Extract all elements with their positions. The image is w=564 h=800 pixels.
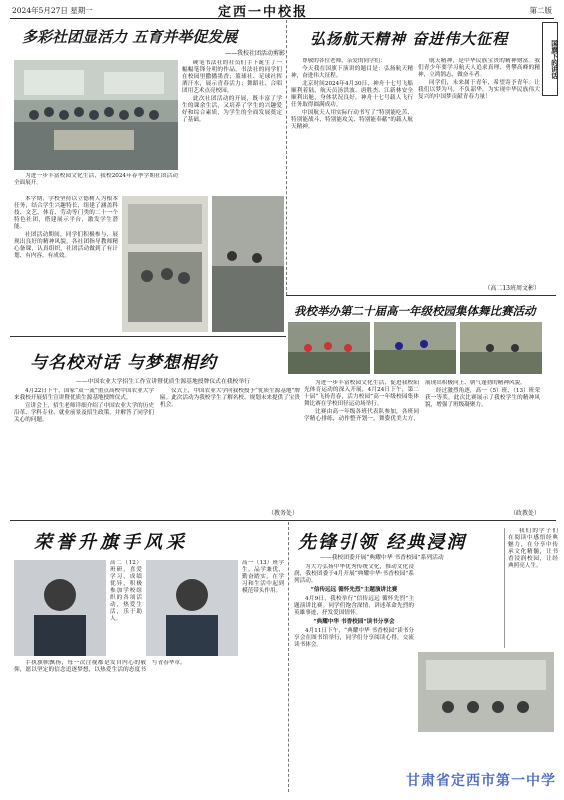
paragraph: 4月9日，我校举行“信传远远 循怀先烈”主题演讲比赛。同学们饱含深情，讲述革命先烈的英雄事迹，抒发爱国情怀。 <box>294 596 414 616</box>
column-divider <box>286 20 287 295</box>
article-aerospace-col2 <box>418 58 540 280</box>
school-watermark: 甘肃省定西市第一中学 <box>406 773 556 789</box>
societies-activity-photo <box>122 196 208 332</box>
article-reading-col1 <box>294 564 414 764</box>
article-societies-intro-text: 为进一步丰富校园文化生活，我校2024年春季学期社团活动全面展开。 <box>14 173 178 186</box>
paragraph: 航天精神，是中华民族宝贵的精神财富。我们青少年要学习航天人追求真理、勇攀高峰的精神，立鸿鹄志，做奋斗者。 <box>418 58 540 78</box>
paragraph: 为大力弘扬中华优秀传统文化，推动文化浸润，我校团委于4月开展“典耀中华·书香校园”系列活动。 <box>294 564 414 584</box>
dance-competition-photo-3 <box>460 322 542 374</box>
paragraph: 4月22日下午，国家“双一流”重点高校中国农业大学来我校开展招生宣讲暨优质生源基地授牌仪式。 <box>14 388 154 401</box>
paragraph: 宣讲会上，招生老师详细介绍了中国农业大学的历史沿革、学科专业、就业前景及招生政策，并解答了同学们关心的问题。 <box>14 403 154 423</box>
flagbearer-1-text <box>110 560 142 656</box>
paragraph: 比赛由高一年级各班代表队参加，各班同学精心排练，动作整齐划一，舞姿优美大方，展现出积极向上、朝气蓬勃的精神风貌。 <box>304 380 526 422</box>
flagbearer-photo-1 <box>14 560 106 656</box>
paragraph: 同学们，未来属于青年，希望寄予青年。让我们以梦为马，不负韶华，为实现中华民族伟大复兴的中国梦贡献青春力量！ <box>418 80 540 100</box>
article-reading-byline: ——我校团委开展“典耀中华 书香校园”系列活动 <box>320 555 444 561</box>
paragraph: 我们的学子们在阅读中感悟经典魅力，在分享中传承文化精髓，让书香浸润校园，让经典照亮人生。 <box>508 528 558 569</box>
article-societies-body-right <box>182 60 282 150</box>
newspaper-title: 定西一中校报 <box>218 5 309 20</box>
flagbearer-2-text <box>242 560 284 656</box>
article-university-byline: ——中国农业大学招生工作宣讲暨优质生源基地授牌仪式在我校举行 <box>76 379 250 385</box>
reading-event-photo <box>418 652 554 732</box>
speech-sidebar-label: 国旗下的讲话 <box>542 22 558 96</box>
article-societies-body-left <box>14 196 118 332</box>
article-societies-intro <box>14 173 178 195</box>
dance-competition-photo-1 <box>288 322 370 374</box>
paragraph: 中国航天人用实际行动书写了“特别能吃苦、特别能战斗、特别能攻关、特别能奉献”的载人航天精神。 <box>291 110 413 130</box>
paragraph: 本学期，学校坚持以立德树人为根本任务，结合学生兴趣特长，组建了涵盖科技、文艺、体育、劳动等门类的二十一个特色社团，搭建展示平台，激发学生潜能。 <box>14 196 118 230</box>
issue-date: 2024年5月27日 星期一 <box>12 6 93 15</box>
paragraph: 4月11日下午，“典耀中华 书香校园”读书分享会在图书馆举行，同学们分享阅读心得，交流读书体会。 <box>294 628 414 648</box>
paragraph: 高一（13）班学生，品学兼优，勤奋踏实，在学习和生活中起到模范带头作用。 <box>242 560 284 594</box>
section-rule <box>286 295 556 296</box>
societies-sports-photo <box>212 196 284 332</box>
societies-group-photo <box>14 60 178 170</box>
section-rule <box>10 336 286 337</box>
paragraph: 社团活动期间，同学们积极参与，展现出良好的精神风貌。各社团指导教师精心备课，认真组织，社团活动做到了有计划、有内容、有成效。 <box>14 232 118 259</box>
article-dance-body <box>304 380 540 508</box>
column-divider <box>288 522 289 792</box>
article-aerospace-col1 <box>291 58 413 288</box>
paragraph: 尊敬的各位老师，亲爱的同学们： <box>302 58 386 64</box>
article-university-col2 <box>160 388 300 508</box>
article-societies-byline: ——我校社团活动剪影 <box>224 50 285 57</box>
article-university-source: （教务处） <box>267 510 298 517</box>
paragraph: 北京时间2024年4月30日，神舟十七号飞船顺利着陆，航天员汤洪波、唐胜杰、江新林安全顺利出舱，身体状况良好，神舟十七号载人飞行任务取得圆满成功。 <box>291 81 413 108</box>
article-reading-headline: 先锋引领 经典浸润 <box>298 532 467 553</box>
paragraph: 今天我在国旗下演讲的题目是：弘扬航天精神，奋进伟大征程。 <box>291 66 413 79</box>
paragraph: 硬笔书法社的社员们手下诞生了一幅幅笔锋分明的作品，书法社的同学们在校园里撒播墨香；篮球社、足球社挥洒汗水，展示青春活力；舞蹈社、合唱团用艺术点亮校园。 <box>182 60 282 94</box>
article-aerospace-author: （高二13班周文彬） <box>484 285 540 292</box>
subheading-speech-contest: “信传远远 循怀先烈”主题演讲比赛 <box>310 587 398 593</box>
masthead <box>10 2 554 19</box>
section-rule <box>10 520 556 521</box>
paragraph: 经过激烈角逐，高一（5）班、（13）班荣获一等奖。此次比赛展示了我校学生的精神风貌，增强了班级凝聚力。 <box>425 388 540 408</box>
edition-label: 第二版 <box>529 6 552 15</box>
article-aerospace-headline: 弘扬航天精神 奋进伟大征程 <box>310 30 509 48</box>
article-dance-headline: 我校举办第二十届高一年级校园集体舞比赛活动 <box>294 304 536 318</box>
article-flagbearers-headline: 荣誉升旗手风采 <box>34 532 188 553</box>
paragraph: 为进一步丰富校园文化生活，促进我校阳光体育运动的深入开展，4月24日下午，第二十届“飞扬青春，活力校园”高一年级校园集体舞比赛在学校田径运动场举行。 <box>304 380 419 407</box>
paragraph: 手执旗帜飘扬，每一次注视都是发自内心的敬仰，愿以坚定的信念追逐梦想，以热爱生活的态度书写青春华章。 <box>14 660 186 673</box>
article-university-col1 <box>14 388 154 516</box>
article-university-headline: 与名校对话 与梦想相约 <box>30 353 217 373</box>
article-societies-headline: 多彩社团显活力 五育并举促发展 <box>22 28 238 46</box>
dance-competition-photo-2 <box>374 322 456 374</box>
paragraph: 此次社团活动的开展，既丰富了学生的课余生活，又培养了学生的兴趣爱好和综合素质，为学生的全面发展奠定了基础。 <box>182 96 282 123</box>
subheading-reading-share: “典耀中华 书香校园”读书分享会 <box>313 619 395 625</box>
paragraph: 高二（12）班研，喜爱学习，成绩优异，积极参加学校组织的各项活动，热爱生活，乐于助人。 <box>110 560 142 622</box>
flagbearer-body <box>14 660 284 716</box>
flagbearer-photo-2 <box>146 560 238 656</box>
article-reading-sidebar <box>504 528 558 648</box>
paragraph: 仪式上，中国农业大学向我校授予“优质生源基地”牌匾。此次活动为我校学生了解名校、规划未来提供了宝贵机会。 <box>160 388 300 408</box>
article-dance-source: （政教处） <box>509 510 540 517</box>
